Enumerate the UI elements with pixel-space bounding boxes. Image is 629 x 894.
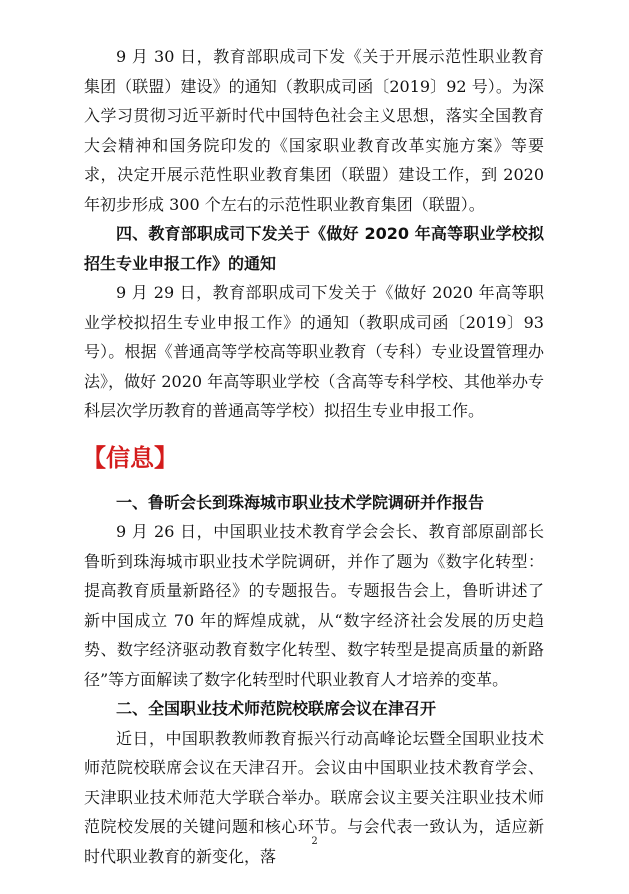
- heading-joint-conference: 二、全国职业技术师范院校联席会议在津召开: [116, 699, 437, 718]
- paragraph-lu-xin-visit: 9 月 26 日，中国职业技术教育学会会长、教育部原副部长鲁昕到珠海城市职业技术学院调研，并作了题为《数字化转型：提高教育质量新路径》的专题报告。专题报告会上，鲁昕讲述了新中国成立 70 年的辉煌成就，从“数字经济社会发展的历史趋势、数字经济驱动教育数字化转型、数字转型是提高质量的新路径”等方面解读了数字化转型时代职业教育人才培养的变革。: [84, 522, 544, 689]
- section-title-information: 【信息】: [82, 443, 178, 472]
- paragraph-vocational-group-notice: 9 月 30 日，教育部职成司下发《关于开展示范性职业教育集团（联盟）建设》的通知（教职成司函〔2019〕92 号）。为深入学习贯彻习近平新时代中国特色社会主义思想，落实全国教育大会精神和国务院印发的《国家职业教育改革实施方案》等要求，决定开展示范性职业教育集团（联盟）建设工作，到 2020 年初步形成 300 个左右的示范性职业教育集团（联盟）。: [84, 47, 544, 214]
- document-body: [84, 42, 544, 871]
- paragraph-joint-conference: 近日，中国职教教师教育振兴行动高峰论坛暨全国职业技术师范院校联席会议在天津召开。会议由中国职业技术教育学会、天津职业技术师范大学联合举办。联席会议主要关注职业技术师范院校发展的关键问题和核心环节。与会代表一致认为，适应新时代职业教育的新变化，落: [84, 728, 544, 866]
- heading-professional-application-notice: 四、教育部职成司下发关于《做好 2020 年高等职业学校拟招生专业申报工作》的通知: [84, 224, 544, 273]
- page-number: 2: [311, 836, 318, 847]
- paragraph-professional-application-notice: 9 月 29 日，教育部职成司下发关于《做好 2020 年高等职业学校拟招生专业申报工作》的通知（教职成司函〔2019〕93 号）。根据《普通高等学校高等职业教育（专科）专业设置管理办法》，做好 2020 年高等职业学校（含高等专科学校、其他举办专科层次学历教育的普通高等学校）拟招生专业申报工作。: [84, 283, 544, 420]
- heading-lu-xin-visit: 一、鲁昕会长到珠海城市职业技术学院调研并作报告: [116, 492, 485, 512]
